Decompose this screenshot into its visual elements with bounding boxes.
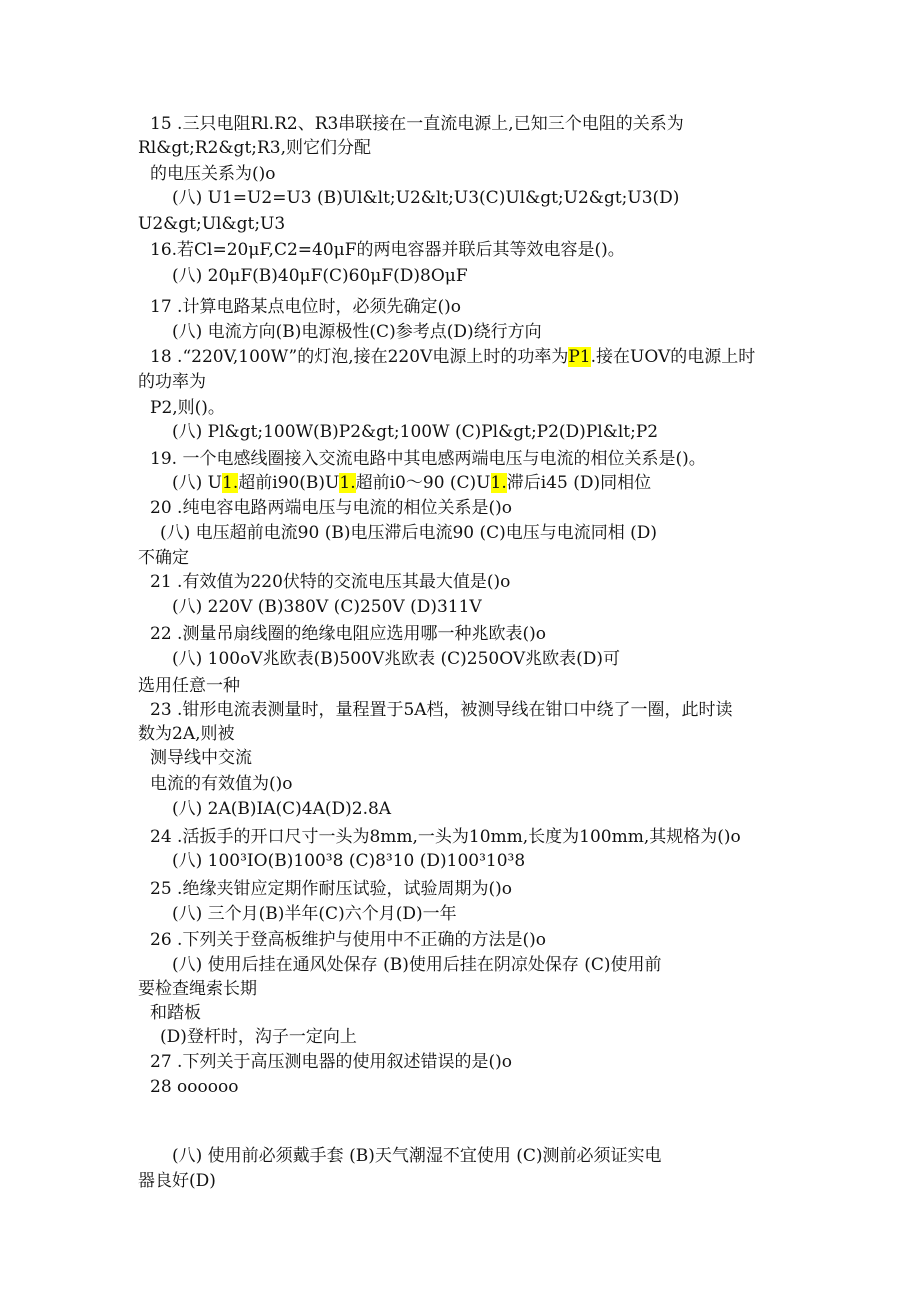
text-segment: P2,则()。 <box>150 398 225 418</box>
text-line <box>150 295 461 319</box>
text-segment: 和踏板 <box>150 1003 201 1023</box>
text-segment: 超前i0～90 (C)U <box>355 473 491 493</box>
text-line <box>172 595 482 619</box>
text-segment: 15 .三只电阻Rl.R2、R3串联接在一直流电源上,已知三个电阻的关系为 <box>150 114 684 134</box>
text-line <box>150 928 546 952</box>
text-line <box>172 1144 662 1168</box>
text-segment: 器良好(D) <box>138 1171 216 1191</box>
text-line <box>150 1075 238 1099</box>
text-line <box>150 238 625 262</box>
text-segment: (八) 220V (B)380V (C)250V (D)311V <box>172 597 482 617</box>
text-line <box>150 1001 201 1025</box>
text-line <box>150 162 276 186</box>
text-segment: 24 .活扳手的开口尺寸一头为8mm,一头为10mm,长度为100mm,其规格为()o <box>150 827 741 847</box>
text-segment: 要检查绳索长期 <box>138 979 257 999</box>
text-line <box>150 772 293 796</box>
text-segment: (八) 使用前必须戴手套 (B)天气潮湿不宜使用 (C)测前必须证实电 <box>172 1146 662 1166</box>
text-line <box>172 471 651 495</box>
text-segment: (八) 三个月(B)半年(C)六个月(D)一年 <box>172 904 457 924</box>
text-segment: (八) 20μF(B)40μF(C)60μF(D)8OμF <box>172 266 468 286</box>
highlighted-text: 1. <box>490 473 507 493</box>
text-segment: 数为2A,则被 <box>138 724 235 744</box>
text-line <box>138 674 240 698</box>
text-segment: 电流的有效值为()o <box>150 774 293 794</box>
text-segment: 16.若Cl=20μF,C2=40μF的两电容器并联后其等效电容是()。 <box>150 240 625 260</box>
text-segment: Rl&gt;R2&gt;R3,则它们分配 <box>138 138 372 158</box>
text-segment: (D)登杆时，沟子一定向上 <box>160 1027 357 1047</box>
text-line <box>150 112 684 136</box>
text-line <box>172 953 662 977</box>
text-line <box>172 902 457 926</box>
text-line <box>172 420 658 444</box>
text-segment: 的功率为 <box>138 372 206 392</box>
text-line <box>150 877 512 901</box>
text-segment: (八) 2A(B)IA(C)4A(D)2.8A <box>172 799 392 819</box>
text-segment: 的电压关系为()o <box>150 164 276 184</box>
text-line <box>150 622 546 646</box>
text-segment: 21 .有效值为220伏特的交流电压其最大值是()o <box>150 572 511 592</box>
highlighted-text: P1 <box>568 347 591 367</box>
highlighted-text: 1. <box>339 473 356 493</box>
text-segment: 23 .钳形电流表测量时，量程置于5A档，被测导线在钳口中绕了一圈，此时读 <box>150 700 733 720</box>
text-segment: (八) 100³IO(B)100³8 (C)8³10 (D)100³10³8 <box>172 851 526 871</box>
text-line <box>138 722 235 746</box>
text-line <box>150 447 706 471</box>
text-line <box>172 186 679 210</box>
text-line <box>150 746 252 770</box>
text-line <box>172 320 542 344</box>
text-segment: (八) Pl&gt;100W(B)P2&gt;100W (C)Pl&gt;P2(D)Pl&lt;P2 <box>172 422 659 442</box>
text-segment: (八) 电流方向(B)电源极性(C)参考点(D)绕行方向 <box>172 322 542 342</box>
text-segment: 不确定 <box>138 548 189 568</box>
text-line <box>160 1025 357 1049</box>
text-segment: 18 .“220V,100W”的灯泡,接在220V电源上时的功率为 <box>150 347 569 367</box>
text-line <box>150 825 741 849</box>
text-line <box>138 212 285 236</box>
text-line <box>172 849 525 873</box>
text-segment: 28 oooooo <box>150 1077 239 1097</box>
text-segment: (八) U1=U2=U3 (B)Ul&lt;U2&lt;U3(C)Ul&gt;U2&gt;U3(D) <box>172 188 680 208</box>
text-line <box>138 1169 216 1193</box>
text-segment: 选用任意一种 <box>138 676 240 696</box>
text-line <box>172 797 391 821</box>
text-line <box>138 977 257 1001</box>
text-segment: 超前i90(B)U <box>238 473 340 493</box>
text-segment: 滞后i45 (D)同相位 <box>506 473 652 493</box>
text-line <box>172 647 620 671</box>
text-segment: 17 .计算电路某点电位时，必须先确定()o <box>150 297 461 317</box>
text-line <box>172 264 468 288</box>
text-segment: 19. 一个电感线圈接入交流电路中其电感两端电压与电流的相位关系是()。 <box>150 449 706 469</box>
text-segment: (八) 使用后挂在通风处保存 (B)使用后挂在阴凉处保存 (C)使用前 <box>172 955 662 975</box>
text-segment: (八) U <box>172 473 222 493</box>
text-segment: 22 .测量吊扇线圈的绝缘电阻应选用哪一种兆欧表()o <box>150 624 546 644</box>
text-segment: 26 .下列关于登高板维护与使用中不正确的方法是()o <box>150 930 546 950</box>
text-line <box>138 546 189 570</box>
text-segment: U2&gt;Ul&gt;U3 <box>138 214 286 234</box>
text-segment: 测导线中交流 <box>150 748 252 768</box>
text-segment: 27 .下列关于高压测电器的使用叙述错误的是()o <box>150 1052 512 1072</box>
text-line <box>150 570 510 594</box>
text-line <box>150 345 755 369</box>
text-line <box>160 521 657 545</box>
text-line <box>150 1050 512 1074</box>
text-line <box>138 136 371 160</box>
text-segment: 20 .纯电容电路两端电压与电流的相位关系是()o <box>150 498 512 518</box>
text-segment: .接在UOV的电源上时 <box>590 347 756 367</box>
text-segment: 25 .绝缘夹钳应定期作耐压试验，试验周期为()o <box>150 879 512 899</box>
text-line <box>150 496 512 520</box>
text-line <box>138 370 206 394</box>
highlighted-text: 1. <box>222 473 239 493</box>
text-line <box>150 698 733 722</box>
text-segment: (八) 电压超前电流90 (B)电压滞后电流90 (C)电压与电流同相 (D) <box>160 523 658 543</box>
text-line <box>150 396 225 420</box>
text-segment: (八) 100oV兆欧表(B)500V兆欧表 (C)250OV兆欧表(D)可 <box>172 649 621 669</box>
